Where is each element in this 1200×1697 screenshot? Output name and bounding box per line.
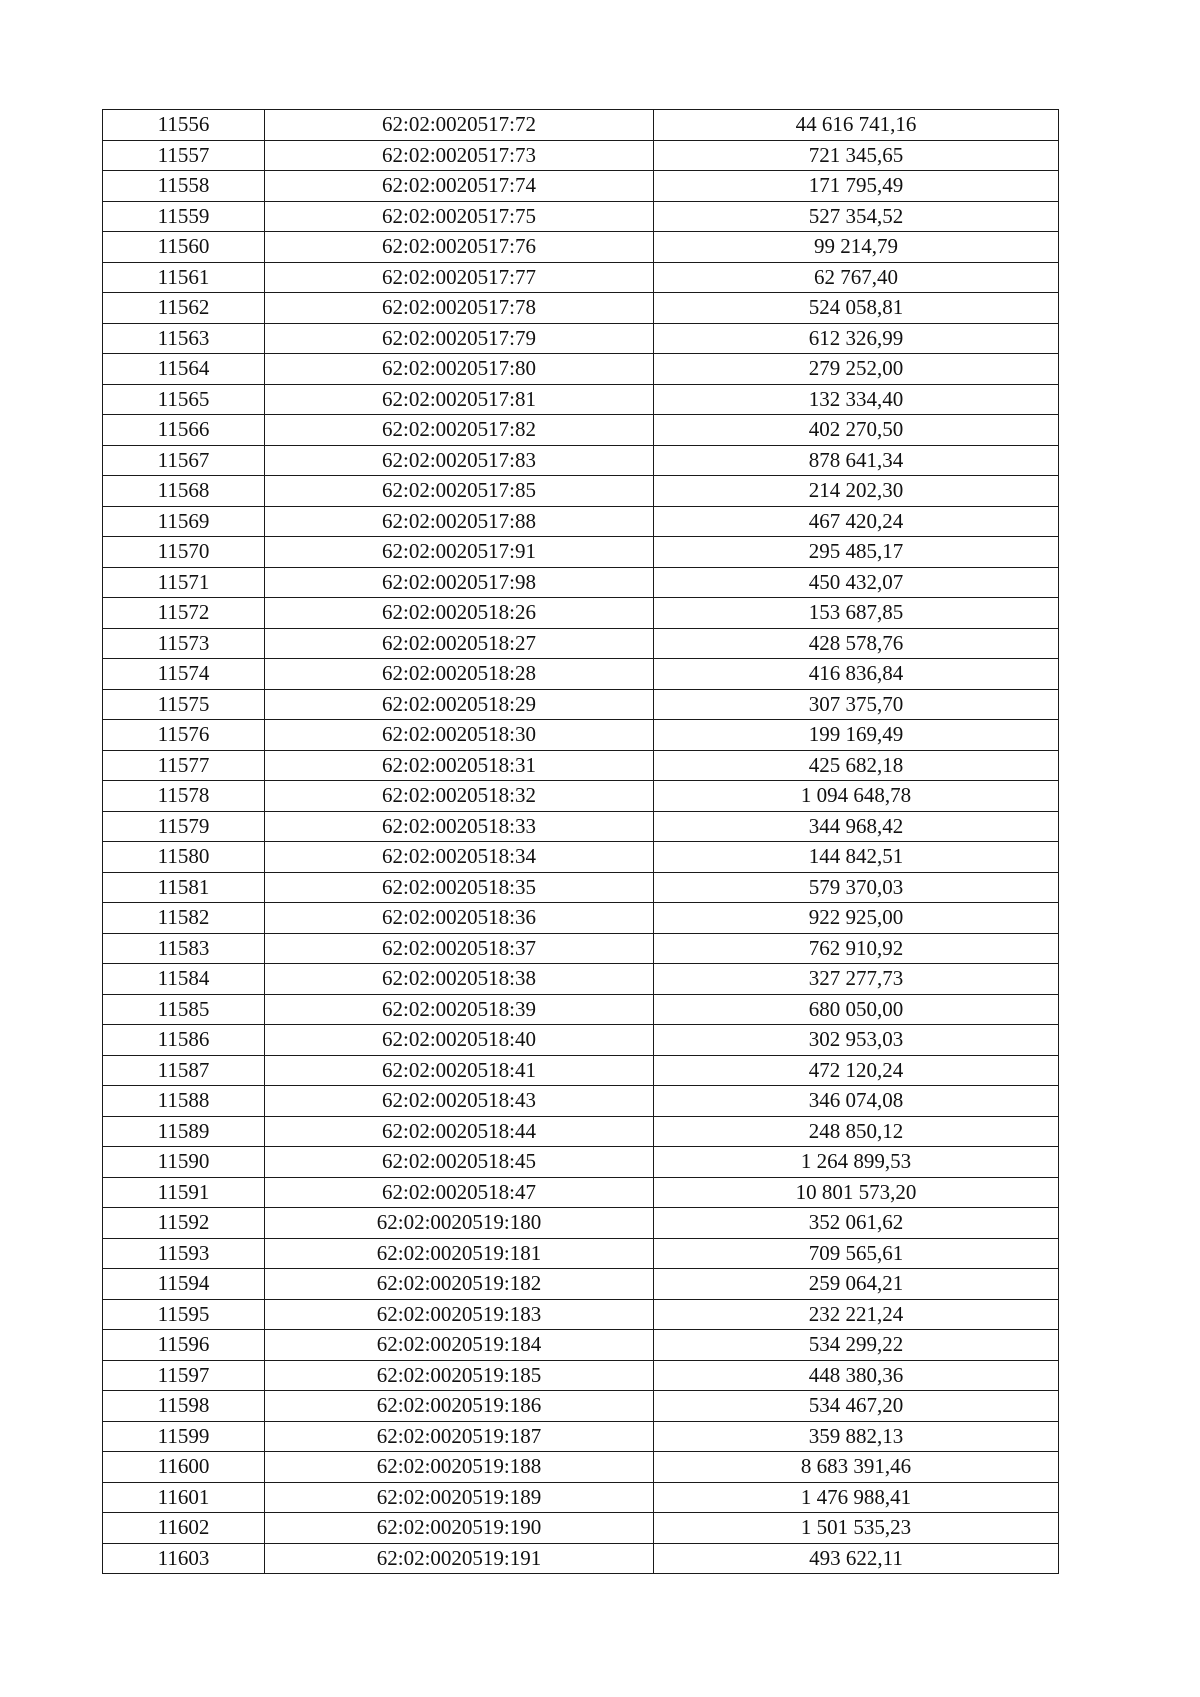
cadastral-value-cell: 534 299,22 [654,1330,1059,1361]
cadastral-number-cell: 62:02:0020518:40 [265,1025,654,1056]
table-row [103,110,1059,141]
table-row [103,1391,1059,1422]
cadastral-value-cell: 425 682,18 [654,750,1059,781]
cadastral-number-cell: 62:02:0020517:82 [265,415,654,446]
table-body [103,110,1059,1574]
cadastral-value-cell: 359 882,13 [654,1421,1059,1452]
row-number-cell: 11569 [103,506,265,537]
table-row [103,354,1059,385]
table-row [103,567,1059,598]
cadastral-value-cell: 132 334,40 [654,384,1059,415]
cadastral-number-cell: 62:02:0020517:75 [265,201,654,232]
cadastral-value-cell: 344 968,42 [654,811,1059,842]
table-row [103,201,1059,232]
cadastral-value-cell: 199 169,49 [654,720,1059,751]
table-row [103,964,1059,995]
table-row [103,689,1059,720]
cadastral-number-cell: 62:02:0020518:44 [265,1116,654,1147]
cadastral-number-cell: 62:02:0020517:72 [265,110,654,141]
row-number-cell: 11571 [103,567,265,598]
cadastral-number-cell: 62:02:0020517:80 [265,354,654,385]
row-number-cell: 11584 [103,964,265,995]
cadastral-number-cell: 62:02:0020518:27 [265,628,654,659]
cadastral-value-cell: 295 485,17 [654,537,1059,568]
row-number-cell: 11602 [103,1513,265,1544]
row-number-cell: 11573 [103,628,265,659]
cadastral-value-cell: 680 050,00 [654,994,1059,1025]
row-number-cell: 11596 [103,1330,265,1361]
row-number-cell: 11586 [103,1025,265,1056]
table-row [103,506,1059,537]
cadastral-number-cell: 62:02:0020518:26 [265,598,654,629]
row-number-cell: 11559 [103,201,265,232]
table-row [103,1238,1059,1269]
cadastral-value-cell: 171 795,49 [654,171,1059,202]
cadastral-value-cell: 232 221,24 [654,1299,1059,1330]
cadastral-number-cell: 62:02:0020518:43 [265,1086,654,1117]
row-number-cell: 11575 [103,689,265,720]
cadastral-number-cell: 62:02:0020517:88 [265,506,654,537]
row-number-cell: 11567 [103,445,265,476]
cadastral-value-cell: 144 842,51 [654,842,1059,873]
row-number-cell: 11561 [103,262,265,293]
cadastral-value-cell: 62 767,40 [654,262,1059,293]
cadastral-value-cell: 428 578,76 [654,628,1059,659]
cadastral-number-cell: 62:02:0020518:39 [265,994,654,1025]
row-number-cell: 11582 [103,903,265,934]
cadastral-number-cell: 62:02:0020518:34 [265,842,654,873]
row-number-cell: 11558 [103,171,265,202]
row-number-cell: 11591 [103,1177,265,1208]
cadastral-value-cell: 524 058,81 [654,293,1059,324]
row-number-cell: 11576 [103,720,265,751]
cadastral-value-cell: 762 910,92 [654,933,1059,964]
table-row [103,1330,1059,1361]
table-row [103,1269,1059,1300]
table-row [103,1208,1059,1239]
cadastral-value-cell: 99 214,79 [654,232,1059,263]
table-row [103,1147,1059,1178]
cadastral-value-cell: 302 953,03 [654,1025,1059,1056]
table-row [103,537,1059,568]
row-number-cell: 11565 [103,384,265,415]
cadastral-number-cell: 62:02:0020518:35 [265,872,654,903]
cadastral-value-cell: 8 683 391,46 [654,1452,1059,1483]
table-row [103,781,1059,812]
cadastral-number-cell: 62:02:0020517:77 [265,262,654,293]
cadastral-number-cell: 62:02:0020519:186 [265,1391,654,1422]
cadastral-value-cell: 214 202,30 [654,476,1059,507]
cadastral-value-cell: 1 501 535,23 [654,1513,1059,1544]
row-number-cell: 11603 [103,1543,265,1574]
cadastral-value-cell: 448 380,36 [654,1360,1059,1391]
cadastral-number-cell: 62:02:0020519:184 [265,1330,654,1361]
cadastral-value-cell: 1 476 988,41 [654,1482,1059,1513]
row-number-cell: 11581 [103,872,265,903]
row-number-cell: 11556 [103,110,265,141]
cadastral-value-cell: 352 061,62 [654,1208,1059,1239]
table-row [103,872,1059,903]
table-row [103,1299,1059,1330]
cadastral-value-cell: 259 064,21 [654,1269,1059,1300]
cadastral-number-cell: 62:02:0020519:190 [265,1513,654,1544]
table-row [103,1025,1059,1056]
table-row [103,140,1059,171]
cadastral-value-cell: 612 326,99 [654,323,1059,354]
cadastral-value-cell: 467 420,24 [654,506,1059,537]
row-number-cell: 11570 [103,537,265,568]
table-row [103,1116,1059,1147]
table-row [103,1513,1059,1544]
row-number-cell: 11566 [103,415,265,446]
table-row [103,1055,1059,1086]
cadastral-value-cell: 346 074,08 [654,1086,1059,1117]
row-number-cell: 11598 [103,1391,265,1422]
cadastral-number-cell: 62:02:0020518:32 [265,781,654,812]
cadastral-number-cell: 62:02:0020519:181 [265,1238,654,1269]
cadastral-number-cell: 62:02:0020518:28 [265,659,654,690]
row-number-cell: 11600 [103,1452,265,1483]
row-number-cell: 11585 [103,994,265,1025]
table-row [103,1177,1059,1208]
cadastral-number-cell: 62:02:0020519:185 [265,1360,654,1391]
cadastral-number-cell: 62:02:0020517:83 [265,445,654,476]
table-row [103,628,1059,659]
cadastral-value-cell: 922 925,00 [654,903,1059,934]
row-number-cell: 11583 [103,933,265,964]
cadastral-value-cell: 450 432,07 [654,567,1059,598]
row-number-cell: 11578 [103,781,265,812]
table-row [103,811,1059,842]
table-row [103,659,1059,690]
row-number-cell: 11564 [103,354,265,385]
cadastral-number-cell: 62:02:0020518:29 [265,689,654,720]
cadastral-number-cell: 62:02:0020517:76 [265,232,654,263]
row-number-cell: 11579 [103,811,265,842]
row-number-cell: 11557 [103,140,265,171]
cadastral-number-cell: 62:02:0020517:81 [265,384,654,415]
row-number-cell: 11597 [103,1360,265,1391]
row-number-cell: 11587 [103,1055,265,1086]
table-row [103,842,1059,873]
cadastral-number-cell: 62:02:0020518:38 [265,964,654,995]
cadastral-value-cell: 307 375,70 [654,689,1059,720]
cadastral-value-cell: 248 850,12 [654,1116,1059,1147]
table-row [103,720,1059,751]
row-number-cell: 11588 [103,1086,265,1117]
cadastral-number-cell: 62:02:0020517:85 [265,476,654,507]
cadastral-value-cell: 10 801 573,20 [654,1177,1059,1208]
cadastral-number-cell: 62:02:0020518:33 [265,811,654,842]
row-number-cell: 11594 [103,1269,265,1300]
table-row [103,384,1059,415]
table-row [103,1482,1059,1513]
table-row [103,293,1059,324]
cadastral-number-cell: 62:02:0020518:41 [265,1055,654,1086]
cadastral-value-cell: 534 467,20 [654,1391,1059,1422]
row-number-cell: 11589 [103,1116,265,1147]
table-row [103,262,1059,293]
row-number-cell: 11599 [103,1421,265,1452]
cadastral-number-cell: 62:02:0020517:78 [265,293,654,324]
cadastral-number-cell: 62:02:0020517:79 [265,323,654,354]
cadastral-number-cell: 62:02:0020518:45 [265,1147,654,1178]
cadastral-number-cell: 62:02:0020518:31 [265,750,654,781]
table-row [103,415,1059,446]
row-number-cell: 11590 [103,1147,265,1178]
table-row [103,1421,1059,1452]
table-row [103,750,1059,781]
cadastral-number-cell: 62:02:0020519:189 [265,1482,654,1513]
cadastral-number-cell: 62:02:0020519:183 [265,1299,654,1330]
table-row [103,476,1059,507]
cadastral-number-cell: 62:02:0020518:30 [265,720,654,751]
cadastral-number-cell: 62:02:0020517:91 [265,537,654,568]
row-number-cell: 11563 [103,323,265,354]
cadastral-value-cell: 472 120,24 [654,1055,1059,1086]
cadastral-value-cell: 527 354,52 [654,201,1059,232]
cadastral-value-cell: 327 277,73 [654,964,1059,995]
row-number-cell: 11601 [103,1482,265,1513]
table-row [103,994,1059,1025]
table-row [103,232,1059,263]
cadastral-value-cell: 493 622,11 [654,1543,1059,1574]
cadastral-number-cell: 62:02:0020518:37 [265,933,654,964]
cadastral-number-cell: 62:02:0020519:191 [265,1543,654,1574]
cadastral-value-cell: 721 345,65 [654,140,1059,171]
cadastral-value-cell: 416 836,84 [654,659,1059,690]
cadastral-number-cell: 62:02:0020517:74 [265,171,654,202]
cadastral-value-cell: 1 264 899,53 [654,1147,1059,1178]
cadastral-value-cell: 279 252,00 [654,354,1059,385]
table-row [103,323,1059,354]
table-row [103,1360,1059,1391]
cadastral-value-cell: 709 565,61 [654,1238,1059,1269]
cadastral-value-cell: 402 270,50 [654,415,1059,446]
row-number-cell: 11562 [103,293,265,324]
table-row [103,445,1059,476]
cadastral-value-cell: 878 641,34 [654,445,1059,476]
cadastral-number-cell: 62:02:0020517:98 [265,567,654,598]
cadastral-number-cell: 62:02:0020518:36 [265,903,654,934]
row-number-cell: 11572 [103,598,265,629]
row-number-cell: 11574 [103,659,265,690]
cadastral-number-cell: 62:02:0020519:182 [265,1269,654,1300]
cadastral-value-cell: 44 616 741,16 [654,110,1059,141]
cadastral-value-cell: 579 370,03 [654,872,1059,903]
row-number-cell: 11568 [103,476,265,507]
cadastral-value-cell: 1 094 648,78 [654,781,1059,812]
cadastral-number-cell: 62:02:0020519:187 [265,1421,654,1452]
table-row [103,1086,1059,1117]
row-number-cell: 11592 [103,1208,265,1239]
table-row [103,933,1059,964]
row-number-cell: 11595 [103,1299,265,1330]
table-row [103,1543,1059,1574]
row-number-cell: 11577 [103,750,265,781]
table-row [103,1452,1059,1483]
row-number-cell: 11580 [103,842,265,873]
table-row [103,903,1059,934]
row-number-cell: 11593 [103,1238,265,1269]
table-row [103,598,1059,629]
table-row [103,171,1059,202]
row-number-cell: 11560 [103,232,265,263]
cadastral-number-cell: 62:02:0020518:47 [265,1177,654,1208]
cadastral-value-cell: 153 687,85 [654,598,1059,629]
cadastral-number-cell: 62:02:0020519:180 [265,1208,654,1239]
cadastral-number-cell: 62:02:0020519:188 [265,1452,654,1483]
cadastral-number-cell: 62:02:0020517:73 [265,140,654,171]
cadastral-value-table [102,109,1059,1574]
